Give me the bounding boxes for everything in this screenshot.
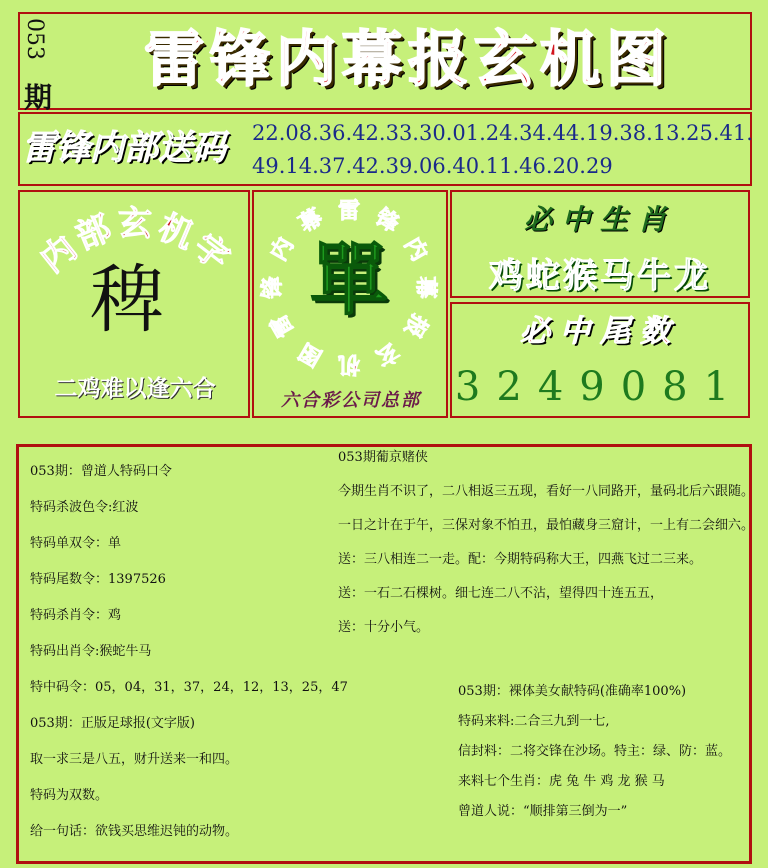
ring-char: 幕 <box>412 276 438 299</box>
ring-char: 内 <box>266 233 300 266</box>
ring-char: 雷 <box>338 199 361 224</box>
info-line: 来料七个生肖：虎 兔 牛 鸡 龙 猴 马 <box>458 774 665 789</box>
center-footer: 六合彩公司总部 <box>281 390 421 411</box>
info-line: 053期：曾道人特码口令 <box>30 464 172 479</box>
info-line: 特码单双令：单 <box>30 536 122 551</box>
info-line: 送：三八相连二一走。配：今期特码称大王，四燕飞过二三来。 <box>338 552 703 567</box>
ring-char: 机 <box>338 351 361 376</box>
info-line: 送：一石二石棵树。细七连二八不沾，望得四十连五五， <box>338 586 664 601</box>
info-line: 053期：裸体美女献特码(准确率100%) <box>458 684 687 699</box>
numbers-label: 雷锋内部送码 <box>22 128 226 168</box>
ring-char: 锋 <box>260 276 286 299</box>
info-line: 给一句话：欲钱买思维迟钝的动物。 <box>30 824 239 839</box>
left-caption: 二鸡难以逢六合 <box>54 376 216 402</box>
left-big-char: 稗 <box>90 257 164 343</box>
issue-number: 053 <box>22 18 47 60</box>
page-title: 雷锋内幕报玄机图 <box>144 25 672 95</box>
info-line: 特码为双数。 <box>30 788 109 803</box>
numbers-line-2: 49.14.37.42.39.06.40.11.46.20.29 <box>252 154 613 178</box>
info-line: 一日之计在于午，三保对象不怕丑，最怕藏身三窟计，一上有二会细六。 <box>338 518 755 533</box>
numbers-line-1: 22.08.36.42.33.30.01.24.34.44.19.38.13.25.41. <box>252 121 753 145</box>
ring-char: 内 <box>398 233 432 266</box>
info-line: 今期生肖不识了，二八相返三五现，看好一八同路开，量码北后六跟随。 <box>338 484 755 499</box>
tail-digits: 3249081 <box>454 364 746 410</box>
info-line: 曾道人说：“顺排第三倒为一” <box>458 804 628 819</box>
zodiac-list: 鸡蛇猴马牛龙 <box>489 256 711 296</box>
zodiac-heading: 必中生肖 <box>523 203 676 236</box>
info-right-bottom-column <box>458 682 748 832</box>
info-line: 特码来料:二合三九到一七, <box>458 714 610 729</box>
center-big-char: 單 <box>310 236 389 326</box>
info-line: 特码杀肖令：鸡 <box>30 608 122 623</box>
ring-char: 玄 <box>371 336 403 370</box>
ring-char: 雷 <box>266 309 300 342</box>
info-line: 特码出肖令:猴蛇牛马 <box>30 644 152 659</box>
info-line: 取一求三是八五，财升送来一和四。 <box>30 752 239 767</box>
info-line: 特中码令：05，04，31，37，24，12，13，25，47 <box>30 680 348 695</box>
info-line: 053期葡京赌侠 <box>338 450 428 465</box>
info-line: 053期：正版足球报(文字版) <box>30 716 195 731</box>
info-line: 信封料：二将交锋在沙场。特主：绿、防：蓝。 <box>458 744 732 759</box>
ring-char: 锋 <box>371 205 403 238</box>
info-right-top-column <box>338 448 755 652</box>
info-line: 送：十分小气。 <box>338 620 430 635</box>
ring-char: 幕 <box>295 205 327 238</box>
issue-unit: 期 <box>24 81 53 114</box>
ring-char: 报 <box>398 309 432 342</box>
ring-char: 图 <box>295 336 327 370</box>
info-line: 特码杀波色令:红波 <box>30 500 139 515</box>
arc-label: 内部玄机字 <box>33 203 241 282</box>
tail-heading: 必中尾数 <box>520 314 680 349</box>
info-line: 特码尾数令：1397526 <box>30 572 166 587</box>
